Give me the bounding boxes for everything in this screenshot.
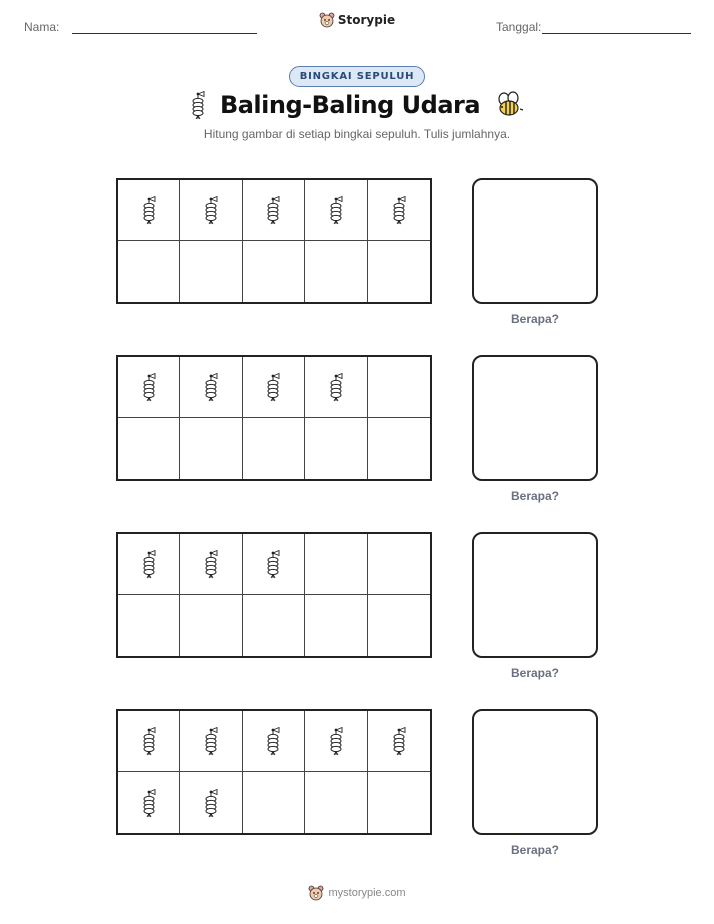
bee-icon [494,90,524,120]
ten-frame-cell [243,534,305,595]
pinwheel-icon [391,190,407,230]
ten-frame-cell [118,241,180,302]
ten-frame-cell [305,357,367,418]
bear-mascot-icon [308,885,324,901]
answer-box[interactable] [472,355,598,481]
ten-frame-cell [368,357,430,418]
pinwheel-icon [141,783,157,823]
ten-frame-cell [368,711,430,772]
ten-frame-cell [368,595,430,656]
ten-frame-cell [118,595,180,656]
pinwheel-icon [328,367,344,407]
ten-frame-cell [180,357,242,418]
ten-frame-cell [180,180,242,241]
ten-frame-cell [305,241,367,302]
answer-label: Berapa? [510,312,560,326]
pinwheel-icon [391,721,407,761]
page-title: Baling-Baling Udara [219,91,481,119]
ten-frame-cell [368,180,430,241]
ten-frame-cell [243,595,305,656]
footer [0,885,714,901]
ten-frame-cell [305,534,367,595]
ten-frame-cell [368,241,430,302]
pinwheel-icon [328,190,344,230]
pinwheel-icon [141,544,157,584]
ten-frame-cell [243,772,305,833]
ten-frame-cell [118,180,180,241]
answer-label: Berapa? [510,843,560,857]
title-row [0,90,714,120]
ten-frame-cell [368,534,430,595]
ten-frame-cell [243,711,305,772]
answer-label: Berapa? [510,489,560,503]
pinwheel-icon [203,367,219,407]
pinwheel-icon [203,544,219,584]
ten-frame-cell [243,357,305,418]
date-line[interactable] [542,33,691,34]
pinwheel-icon [141,721,157,761]
category-badge: BINGKAI SEPULUH [289,66,426,87]
footer-url: mystorypie.com [328,887,406,899]
ten-frame-cell [118,711,180,772]
ten-frame-cell [118,772,180,833]
bear-mascot-icon [319,12,335,28]
ten-frame-cell [243,418,305,479]
brand-name: Storypie [337,13,396,27]
ten-frame [116,355,432,481]
ten-frame [116,532,432,658]
pinwheel-icon [265,367,281,407]
ten-frame [116,709,432,835]
pinwheel-icon [203,190,219,230]
name-line[interactable] [72,33,257,34]
ten-frame-cell [305,418,367,479]
ten-frame-cell [180,418,242,479]
ten-frame-cell [180,711,242,772]
pinwheel-icon [141,367,157,407]
ten-frame-cell [368,772,430,833]
ten-frame-cell [305,711,367,772]
pinwheel-icon [203,783,219,823]
date-label: Tanggal: [496,20,542,34]
pinwheel-icon [265,721,281,761]
ten-frame-cell [243,180,305,241]
ten-frame-cell [180,772,242,833]
ten-frame-cell [118,534,180,595]
answer-label: Berapa? [510,666,560,680]
ten-frame-cell [305,180,367,241]
ten-frame-cell [180,595,242,656]
ten-frame [116,178,432,304]
answer-box[interactable] [472,532,598,658]
brand-logo [0,12,714,28]
answer-box[interactable] [472,178,598,304]
instructions: Hitung gambar di setiap bingkai sepuluh. Tulis jumlahnya. [203,127,511,141]
ten-frame-cell [305,772,367,833]
pinwheel-icon [328,721,344,761]
pinwheel-icon [265,190,281,230]
pinwheel-icon [265,544,281,584]
ten-frame-cell [305,595,367,656]
ten-frame-cell [243,241,305,302]
ten-frame-cell [368,418,430,479]
pinwheel-icon [141,190,157,230]
name-label: Nama: [24,20,60,34]
ten-frame-cell [118,357,180,418]
pinwheel-icon [203,721,219,761]
ten-frame-cell [180,241,242,302]
ten-frame-cell [180,534,242,595]
ten-frame-cell [118,418,180,479]
answer-box[interactable] [472,709,598,835]
pinwheel-icon [190,90,206,120]
